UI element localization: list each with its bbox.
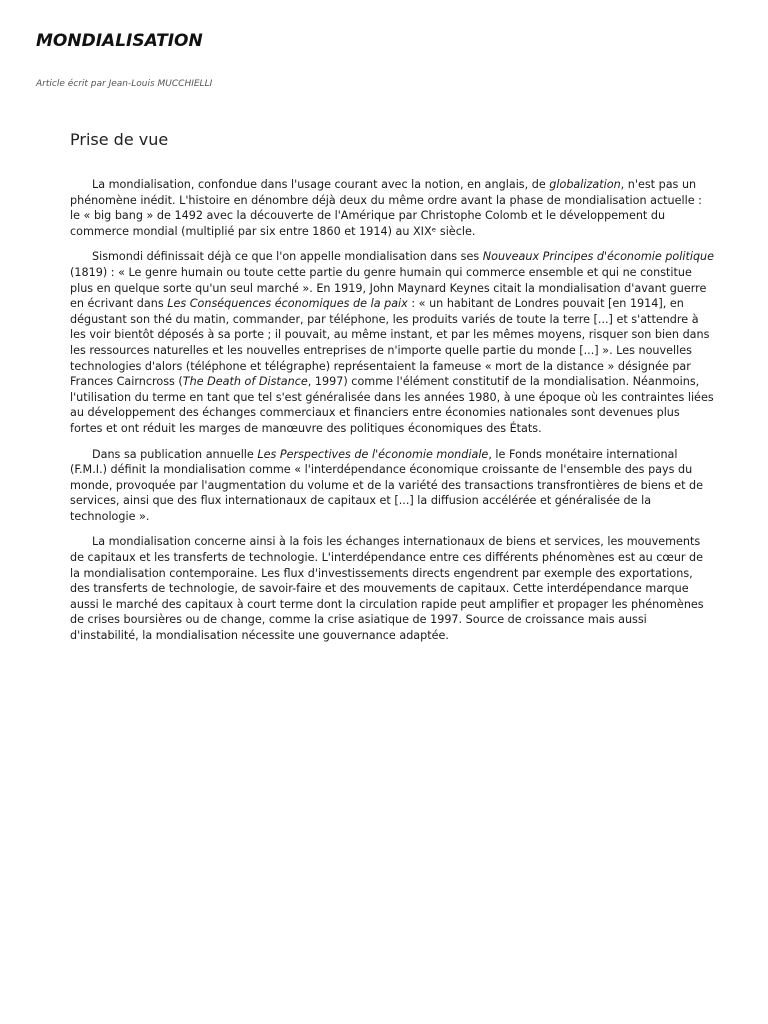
paragraph-text: : « un habitant de Londres pouvait [en 1914], en dégustant son thé du matin, commander, par téléphone, les produits variés de toute la terre [...] et s'attendre à les voir bientôt déposés à sa porte ; il pouvait, au même instant, et par les mêmes moyens, risquer son bien dans les ressources naturelles et les nouvelles entreprises de n'importe quelle partie du monde [...] ». Les nouvelles technologies d'alors (téléphone et télégraphe) représentaient la fameuse « mort de la distance » désignée par Frances Cairncross ( <box>70 297 710 389</box>
document-title: MONDIALISATION <box>36 31 203 51</box>
italic-title: Les Perspectives de l'économie mondiale <box>257 447 489 461</box>
article-byline: Article écrit par Jean-Louis MUCCHIELLI <box>36 79 213 89</box>
paragraph-3 <box>70 447 715 525</box>
italic-title: Les Conséquences économiques de la paix <box>167 297 408 311</box>
italic-title: The Death of Distance <box>182 375 308 389</box>
section-heading: Prise de vue <box>70 130 169 149</box>
paragraph-text: La mondialisation, confondue dans l'usage courant avec la notion, en anglais, de <box>92 178 550 191</box>
italic-term: globalization <box>549 178 621 191</box>
paragraph-1 <box>70 177 715 239</box>
paragraph-4 <box>70 534 715 643</box>
paragraph-text: (1819) : « Le genre humain ou toute cette partie du genre humain qui commerce ensemble et qui ne constitue plus en quelque sorte qu'un seul marché ». En 1919, John Maynard Keynes citait la mondialisation d'avant guerre en écrivant dans <box>70 265 707 311</box>
paragraph-text: , 1997) comme l'élément constitutif de la mondialisation. Néanmoins, l'utilisation du terme en tant que tel s'est généralisée dans les années 1980, à une époque où les contraintes liées au développement des échanges commerciaux et financiers entre économies nationales sont devenues plus fortes et ont réduit les marges de manœuvre des politiques économiques des États. <box>70 375 714 435</box>
paragraph-text: , le Fonds monétaire international (F.M.I.) définit la mondialisation comme « l'interdépendance économique croissante de l'ensemble des pays du monde, provoquée par l'augmentation du volume et de la variété des transactions transfrontières de biens et de services, ainsi que des flux internationaux de capitaux et [...] la diffusion accélérée et généralisée de la technologie ». <box>70 447 704 523</box>
paragraph-text: , n'est pas un phénomène inédit. L'histoire en dénombre déjà deux du même ordre avant la phase de mondialisation actuelle : le « big bang » de 1492 avec la découverte de l'Amérique par Christophe Colomb et le développement du commerce mondial (multiplié par six entre 1860 et 1914) au XIXᵉ siècle. <box>70 178 702 238</box>
article-body <box>70 177 715 654</box>
italic-title: Nouveaux Principes d'économie politique <box>482 250 715 264</box>
paragraph-text: Sismondi définissait déjà ce que l'on appelle mondialisation dans ses <box>92 250 483 264</box>
paragraph-2 <box>70 249 715 436</box>
paragraph-text: Dans sa publication annuelle <box>92 447 258 461</box>
paragraph-text: La mondialisation concerne ainsi à la fois les échanges internationaux de biens et services, les mouvements de capitaux et les transferts de technologie. L'interdépendance entre ces différents phénomènes est au cœur de la mondialisation contemporaine. Les flux d'investissements directs engendrent par exemple des exportations, des transferts de technologie, de savoir-faire et des mouvements de capitaux. Cette interdépendance marque aussi le marché des capitaux à court terme dont la circulation rapide peut amplifier et propager les phénomènes de crises boursières ou de change, comme la crise asiatique de 1997. Source de croissance mais aussi d'instabilité, la mondialisation nécessite une gouvernance adaptée. <box>70 535 704 643</box>
